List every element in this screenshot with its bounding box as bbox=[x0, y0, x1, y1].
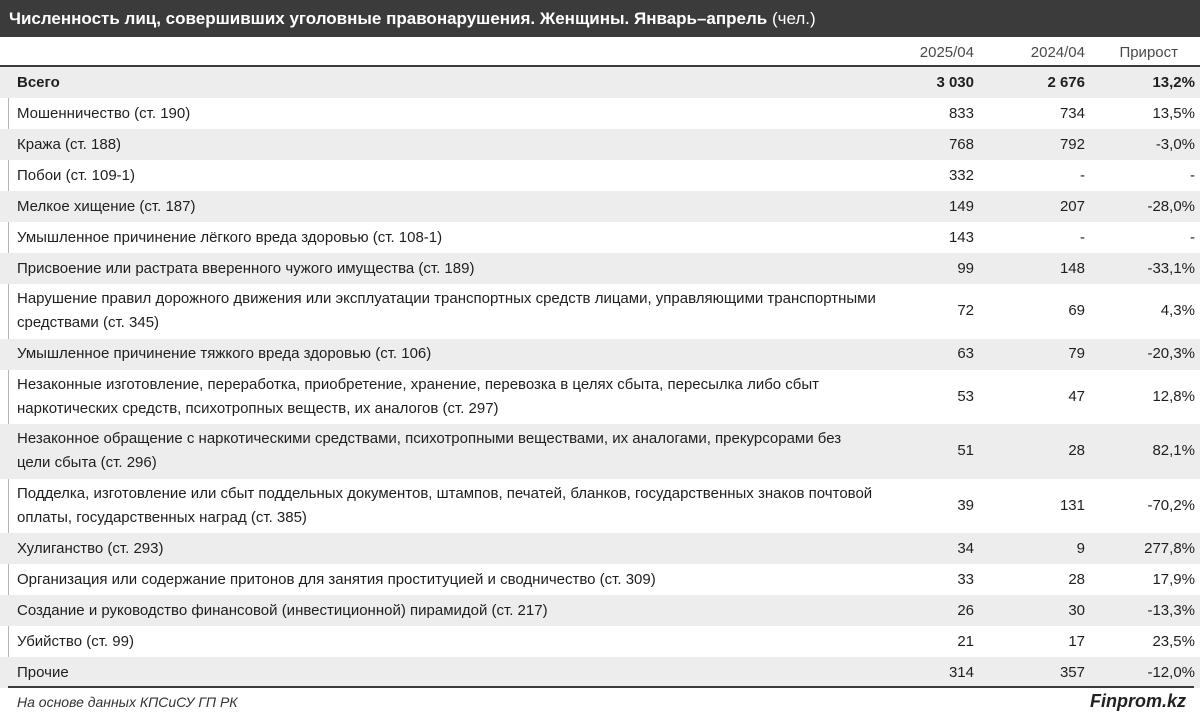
value-2025: 149 bbox=[948, 197, 974, 215]
row-label: Нарушение правил дорожного движения или эксплуатации транспортных средств лицами, управляющими транспортными средствами (ст. 345) bbox=[17, 290, 876, 332]
column-header-growth: Прирост bbox=[1119, 44, 1178, 61]
table-row bbox=[0, 479, 1200, 534]
row-label: Незаконное обращение с наркотическими средствами, психотропными веществами, их аналогами, прекурсорами без цели сбыта (ст. 296) bbox=[17, 430, 842, 472]
value-2025: 21 bbox=[957, 632, 974, 650]
value-2024: - bbox=[1080, 228, 1085, 246]
value-growth: 12,8% bbox=[1152, 387, 1195, 405]
value-growth: - bbox=[1190, 228, 1195, 246]
value-growth: -12,0% bbox=[1147, 663, 1195, 681]
value-2024: 357 bbox=[1059, 663, 1085, 681]
value-growth: 13,5% bbox=[1152, 104, 1195, 122]
value-2024: 79 bbox=[1068, 345, 1085, 362]
row-label: Хулиганство (ст. 293) bbox=[17, 539, 164, 557]
table-row bbox=[0, 595, 1200, 626]
table-title-text: Численность лиц, совершивших уголовные правонарушения. Женщины. Январь–апрель bbox=[9, 9, 768, 28]
value-2024: 207 bbox=[1059, 197, 1085, 215]
value-growth: 82,1% bbox=[1152, 442, 1195, 460]
column-header-row bbox=[0, 37, 1200, 67]
table-row-total bbox=[0, 67, 1200, 98]
value-2025: 332 bbox=[948, 166, 974, 184]
value-growth: 23,5% bbox=[1152, 632, 1195, 650]
value-2024: 28 bbox=[1068, 570, 1085, 588]
value-2024: 17 bbox=[1068, 632, 1085, 650]
value-2025: 3 030 bbox=[936, 73, 974, 91]
value-2025: 143 bbox=[948, 228, 974, 246]
value-2024: 148 bbox=[1059, 259, 1085, 277]
table-row bbox=[0, 191, 1200, 222]
table-row bbox=[0, 564, 1200, 595]
value-2024: 69 bbox=[1068, 302, 1085, 320]
value-2024: 2 676 bbox=[1047, 73, 1085, 91]
value-2024: 9 bbox=[1076, 539, 1085, 557]
table-row bbox=[0, 129, 1200, 160]
value-growth: 277,8% bbox=[1144, 539, 1195, 557]
row-label: Убийство (ст. 99) bbox=[17, 632, 134, 650]
value-growth: - bbox=[1190, 166, 1195, 184]
value-growth: -3,0% bbox=[1155, 135, 1195, 153]
footer-divider bbox=[8, 686, 1194, 688]
row-label: Побои (ст. 109-1) bbox=[17, 166, 136, 184]
value-growth: -13,3% bbox=[1147, 601, 1195, 619]
value-2025: 33 bbox=[957, 570, 974, 588]
value-growth: -20,3% bbox=[1147, 345, 1195, 362]
value-growth: -33,1% bbox=[1147, 259, 1195, 277]
value-2025: 63 bbox=[957, 345, 974, 362]
value-2025: 34 bbox=[957, 539, 974, 557]
table-row bbox=[0, 160, 1200, 191]
table-row bbox=[0, 253, 1200, 284]
value-growth: -28,0% bbox=[1147, 197, 1195, 215]
value-2025: 39 bbox=[957, 496, 974, 514]
value-2025: 314 bbox=[948, 663, 974, 681]
row-label: Прочие bbox=[17, 663, 69, 681]
table-row bbox=[0, 533, 1200, 564]
value-2025: 26 bbox=[957, 601, 974, 619]
table-body bbox=[0, 67, 1200, 688]
table-title bbox=[0, 0, 1200, 37]
value-2024: - bbox=[1080, 166, 1085, 184]
table-row bbox=[0, 626, 1200, 657]
row-label: Незаконные изготовление, переработка, приобретение, хранение, перевозка в целях сбыта, пересылка либо сбыт наркотических средств, психотропных веществ, их аналогов (ст. 297) bbox=[17, 375, 820, 417]
row-label: Мелкое хищение (ст. 187) bbox=[17, 197, 196, 215]
row-label: Кража (ст. 188) bbox=[17, 135, 122, 153]
value-2025: 99 bbox=[957, 259, 974, 277]
column-header-2024: 2024/04 bbox=[1030, 44, 1085, 61]
row-label: Присвоение или растрата вверенного чужого имущества (ст. 189) bbox=[17, 259, 475, 277]
row-label: Всего bbox=[17, 73, 60, 91]
table-row bbox=[0, 424, 1200, 479]
value-growth: 13,2% bbox=[1152, 73, 1195, 91]
table-row bbox=[0, 98, 1200, 129]
value-2025: 72 bbox=[957, 302, 974, 320]
table-row bbox=[0, 370, 1200, 425]
row-label: Организация или содержание притонов для занятия проституцией и сводничество (ст. 309) bbox=[17, 570, 656, 588]
brand-logo-text: Finprom.kz bbox=[1089, 691, 1186, 711]
row-label: Умышленное причинение лёгкого вреда здоровью (ст. 108-1) bbox=[17, 228, 443, 246]
value-2024: 47 bbox=[1068, 387, 1085, 405]
table-row bbox=[0, 284, 1200, 339]
source-note: На основе данных КПСиСУ ГП РК bbox=[17, 694, 238, 710]
row-label: Умышленное причинение тяжкого вреда здоровью (ст. 106) bbox=[17, 345, 432, 362]
row-label: Создание и руководство финансовой (инвестиционной) пирамидой (ст. 217) bbox=[17, 601, 548, 619]
column-header-2025: 2025/04 bbox=[919, 44, 974, 61]
value-2024: 30 bbox=[1068, 601, 1085, 619]
value-growth: 4,3% bbox=[1160, 302, 1195, 320]
row-label: Мошенничество (ст. 190) bbox=[17, 104, 191, 122]
value-2025: 833 bbox=[948, 104, 974, 122]
value-growth: 17,9% bbox=[1152, 570, 1195, 588]
table-row bbox=[0, 339, 1200, 370]
table-row bbox=[0, 657, 1200, 688]
value-2024: 131 bbox=[1059, 496, 1085, 514]
value-2025: 51 bbox=[957, 442, 974, 460]
value-2024: 792 bbox=[1059, 135, 1085, 153]
value-2025: 53 bbox=[957, 387, 974, 405]
value-growth: -70,2% bbox=[1147, 496, 1195, 514]
table-unit: (чел.) bbox=[771, 9, 816, 28]
table-row bbox=[0, 222, 1200, 253]
value-2025: 768 bbox=[948, 135, 974, 153]
value-2024: 28 bbox=[1068, 442, 1085, 460]
row-label: Подделка, изготовление или сбыт поддельных документов, штампов, печатей, бланков, государственных знаков почтовой оплаты, государственных наград (ст. 385) bbox=[17, 484, 873, 526]
value-2024: 734 bbox=[1059, 104, 1085, 122]
